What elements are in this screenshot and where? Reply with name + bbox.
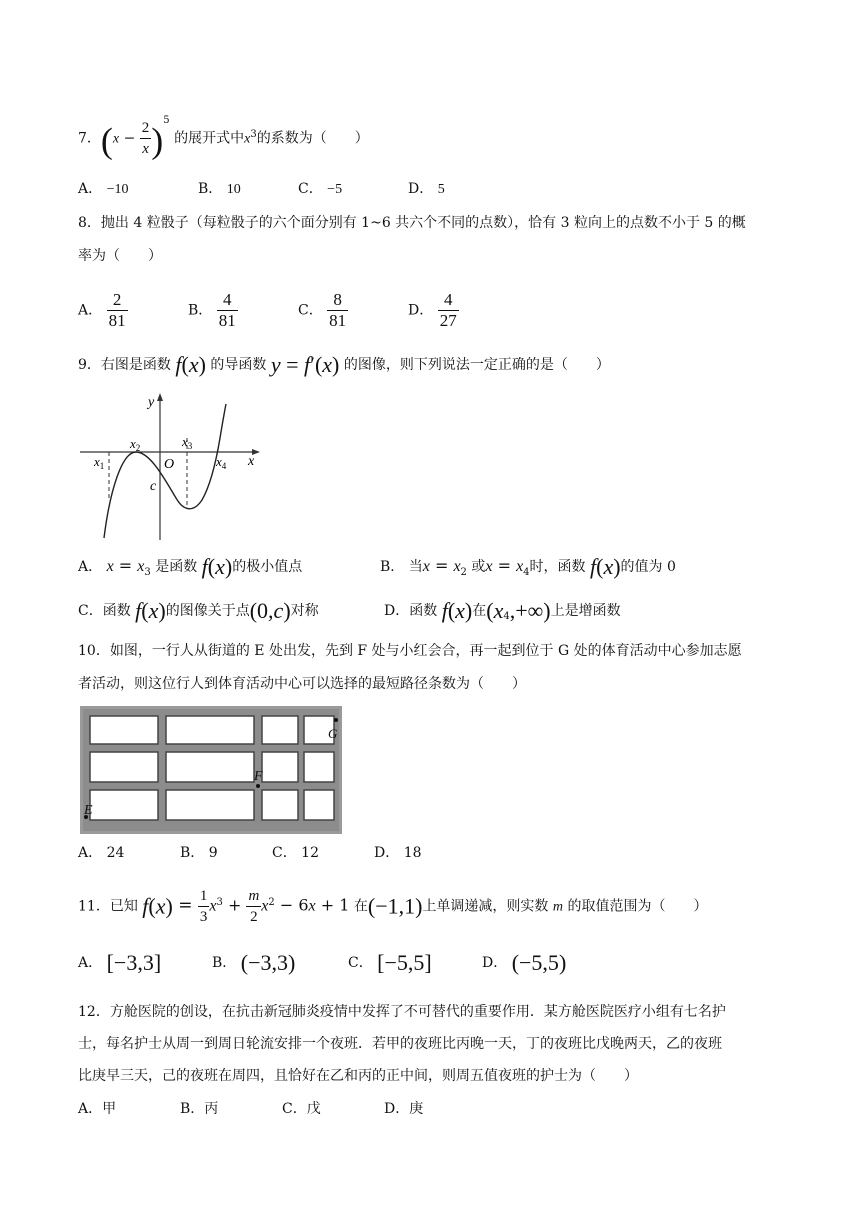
q10-option-d[interactable]: D． 18 [374, 845, 422, 861]
q12-option-d[interactable]: D．庚 [384, 1101, 424, 1117]
derivative-graph [76, 390, 266, 542]
point-f [256, 784, 260, 788]
question-12-line2: 士，每名护士从周一到周日轮流安排一个夜班．若甲的夜班比丙晚一天，丁的夜班比戊晚两天，乙的夜班 [78, 1036, 722, 1052]
block [90, 716, 158, 744]
label-x1: $x_1$ [94, 454, 105, 471]
block [166, 752, 254, 782]
question-10: 10．如图，一行人从街道的 E 处出发，先到 F 处与小红会合，再一起到位于 G 处的体育活动中心参加志愿 [78, 643, 742, 659]
q10-option-b[interactable]: B． 9 [180, 845, 218, 861]
label-origin: O [164, 457, 175, 472]
q12-option-c[interactable]: C．戊 [282, 1101, 321, 1117]
question-number: 12． [78, 1004, 110, 1020]
q8-option-d[interactable]: D． $\frac{4}{27}$ [408, 290, 457, 330]
q7-option-a[interactable]: A． −10 [78, 181, 129, 197]
label-f: F [254, 769, 263, 784]
question-number: 11． [78, 898, 110, 915]
label-x2: $x_2$ [130, 436, 141, 453]
question-8-line2: 率为（ ） [78, 248, 162, 264]
block [262, 752, 298, 782]
question-number: 7． [78, 130, 101, 147]
q8-option-b[interactable]: B． $\frac{4}{81}$ [188, 290, 236, 330]
block [304, 790, 334, 820]
block [90, 752, 158, 782]
paren-left: ( [100, 120, 113, 161]
block [304, 752, 334, 782]
q9-option-c[interactable]: C．函数 f(x)的图像关于点(0,c)对称 [78, 598, 319, 623]
question-12: 12．方舱医院的创设，在抗击新冠肺炎疫情中发挥了不可替代的重要作用．某方舱医院医疗小组有七名护 [78, 1004, 726, 1020]
question-10-line2: 者活动，则这位行人到体育活动中心可以选择的最短路径条数为（ ） [78, 676, 526, 692]
question-12-line3: 比庚早三天，己的夜班在周四，且恰好在乙和丙的正中间，则周五值夜班的护士为（ ） [78, 1068, 638, 1084]
question-number: 8． [78, 215, 101, 231]
q8-option-c[interactable]: C． $\frac{8}{81}$ [298, 290, 347, 330]
q10-option-a[interactable]: A． 24 [78, 845, 125, 861]
paren-right: ) [151, 120, 164, 161]
exponent: 5 [163, 114, 170, 126]
block [262, 716, 298, 744]
q8-option-a[interactable]: A． $\frac{2}{81}$ [78, 290, 126, 330]
q9-option-b[interactable]: B． 当$x = x_2$ 或$x = x_4$时，函数 f(x)的值为 0 [380, 554, 676, 579]
y-axis-arrow [157, 393, 163, 401]
question-7: 7．(x − $\frac{2}{x}$ )$^5$ 的展开式中$x^3$的系数为（ ） [78, 114, 369, 161]
street-grid [80, 706, 342, 834]
question-number: 9． [78, 357, 101, 373]
block [90, 790, 158, 820]
label-x3: $x_3$ [182, 434, 193, 451]
label-g: G [328, 726, 338, 741]
q11-option-c[interactable]: C． [−5,5] [348, 950, 432, 975]
block [166, 790, 254, 820]
question-8: 8．抛出 4 粒骰子（每粒骰子的六个面分别有 1~6 共六个不同的点数），恰有 3 粒向上的点数不小于 5 的概 [78, 215, 746, 231]
label-x: x [248, 454, 255, 469]
q11-option-d[interactable]: D． (−5,5) [482, 950, 567, 975]
q9-option-a[interactable]: A． $x = x_3$ 是函数 f(x)的极小值点 [78, 554, 303, 579]
label-y: y [148, 395, 155, 410]
label-x4: $x_4$ [216, 454, 227, 471]
block [166, 716, 254, 744]
q11-option-a[interactable]: A． [−3,3] [78, 950, 162, 975]
q9-option-d[interactable]: D．函数 f(x)在$(x_4,+\infty)$上是增函数 [384, 598, 621, 623]
question-9: 9．右图是函数 f(x) 的导函数 y = f′(x) 的图像，则下列说法一定正确的是（ ） [78, 352, 610, 377]
block [262, 790, 298, 820]
q12-option-a[interactable]: A．甲 [78, 1101, 117, 1117]
q7-option-c[interactable]: C． −5 [298, 181, 343, 197]
q7-option-b[interactable]: B． 10 [198, 181, 241, 197]
fraction: $\frac{2}{x}$ [141, 120, 150, 157]
label-e: E [84, 803, 93, 818]
var-x: x [112, 131, 120, 147]
question-11: 11．已知 f(x) = $\frac{1}{3}$ $x^3$ + $\frac{m}{2}$ $x^2 - 6x + 1$ 在(−1,1)上单调递减，则实数 m 的取值范围为（ ） [78, 888, 708, 925]
q11-option-b[interactable]: B． (−3,3) [212, 950, 296, 975]
q10-option-c[interactable]: C． 12 [272, 845, 319, 861]
question-number: 10． [78, 643, 110, 659]
q12-option-b[interactable]: B．丙 [180, 1101, 219, 1117]
point-g [334, 718, 338, 722]
label-c: c [150, 479, 157, 494]
q7-option-d[interactable]: D． 5 [408, 181, 445, 197]
